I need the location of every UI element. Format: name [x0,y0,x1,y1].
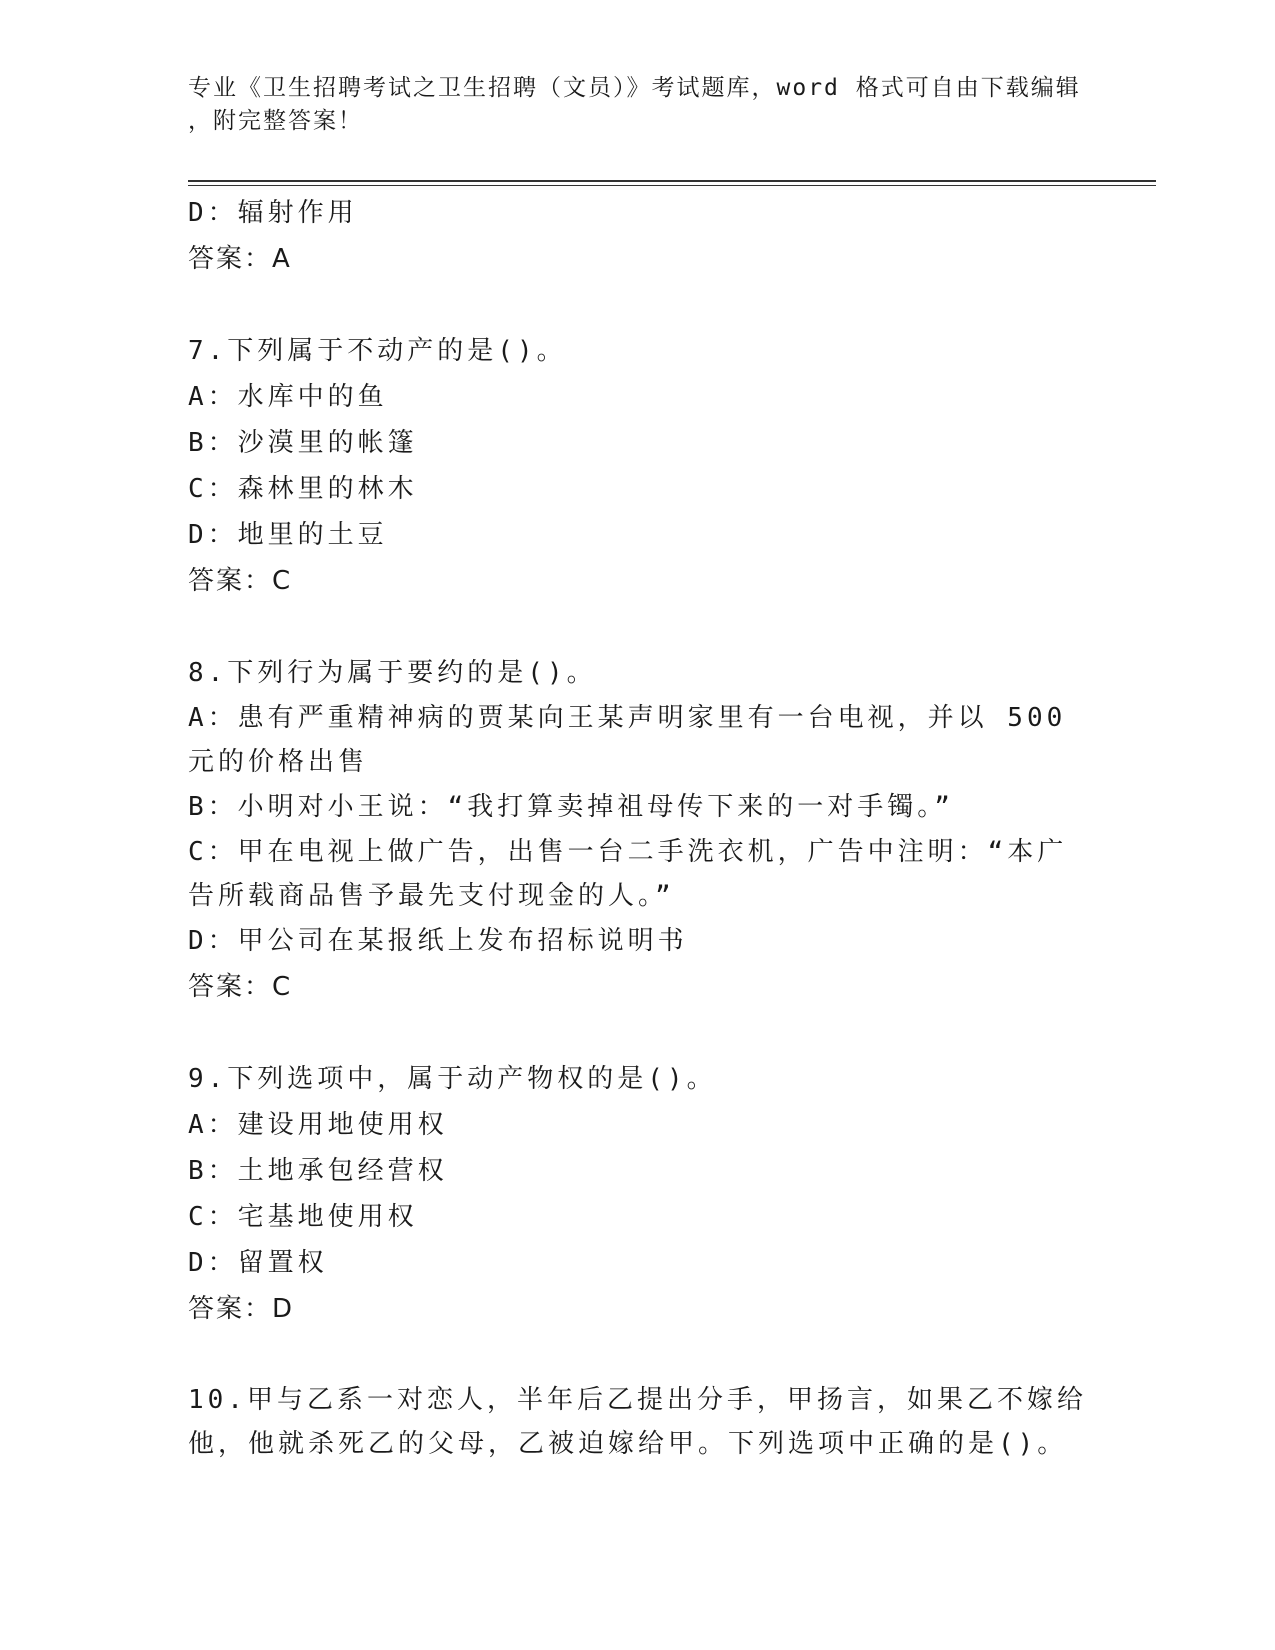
question-10 [188,1378,1088,1466]
header-line-1: 专业《卫生招聘考试之卫生招聘（文员）》考试题库，word 格式可自由下载编辑 [188,75,1081,101]
question-9 [188,1056,1088,1332]
q7-option-d: D：地里的土豆 [188,520,388,550]
q7-option-c: C：森林里的林木 [188,474,418,504]
document-header [188,72,1088,138]
q9-option-d: D：留置权 [188,1248,328,1278]
q9-question: 9.下列选项中，属于动产物权的是()。 [188,1064,717,1094]
spacer [188,1010,1088,1056]
header-divider-thin [188,185,1156,186]
question-8 [188,650,1088,1010]
q8-option-c: C：甲在电视上做广告，出售一台二手洗衣机，广告中注明：“本广告所载商品售予最先支付现金的人。” [188,837,1068,911]
q10-question: 10.甲与乙系一对恋人，半年后乙提出分手，甲扬言，如果乙不嫁给他，他就杀死乙的父母，乙被迫嫁给甲。下列选项中正确的是()。 [188,1385,1087,1459]
q7-option-a: A：水库中的鱼 [188,382,388,412]
q9-option-a: A：建设用地使用权 [188,1110,448,1140]
q7-question: 7.下列属于不动产的是()。 [188,336,567,366]
q9-option-c: C：宅基地使用权 [188,1202,418,1232]
q9-option-b: B：土地承包经营权 [188,1156,448,1186]
q8-question: 8.下列行为属于要约的是()。 [188,658,597,688]
q9-answer: 答案：D [188,1294,295,1324]
question-6 [188,190,1088,282]
q7-answer: 答案：C [188,566,293,596]
header-line-2: ，附完整答案！ [188,108,363,134]
q6-option-d: D：辐射作用 [188,198,358,228]
question-list [188,190,1088,1466]
q8-option-b: B：小明对小王说：“我打算卖掉祖母传下来的一对手镯。” [188,792,954,822]
q8-option-a: A：患有严重精神病的贾某向王某声明家里有一台电视，并以 500 元的价格出售 [188,703,1067,777]
q8-option-d: D：甲公司在某报纸上发布招标说明书 [188,926,688,956]
question-7 [188,328,1088,604]
header-divider-thick [188,180,1156,182]
q8-answer: 答案：C [188,972,293,1002]
q6-answer: 答案：A [188,244,292,274]
spacer [188,282,1088,328]
spacer [188,1332,1088,1378]
spacer [188,604,1088,650]
q7-option-b: B：沙漠里的帐篷 [188,428,418,458]
